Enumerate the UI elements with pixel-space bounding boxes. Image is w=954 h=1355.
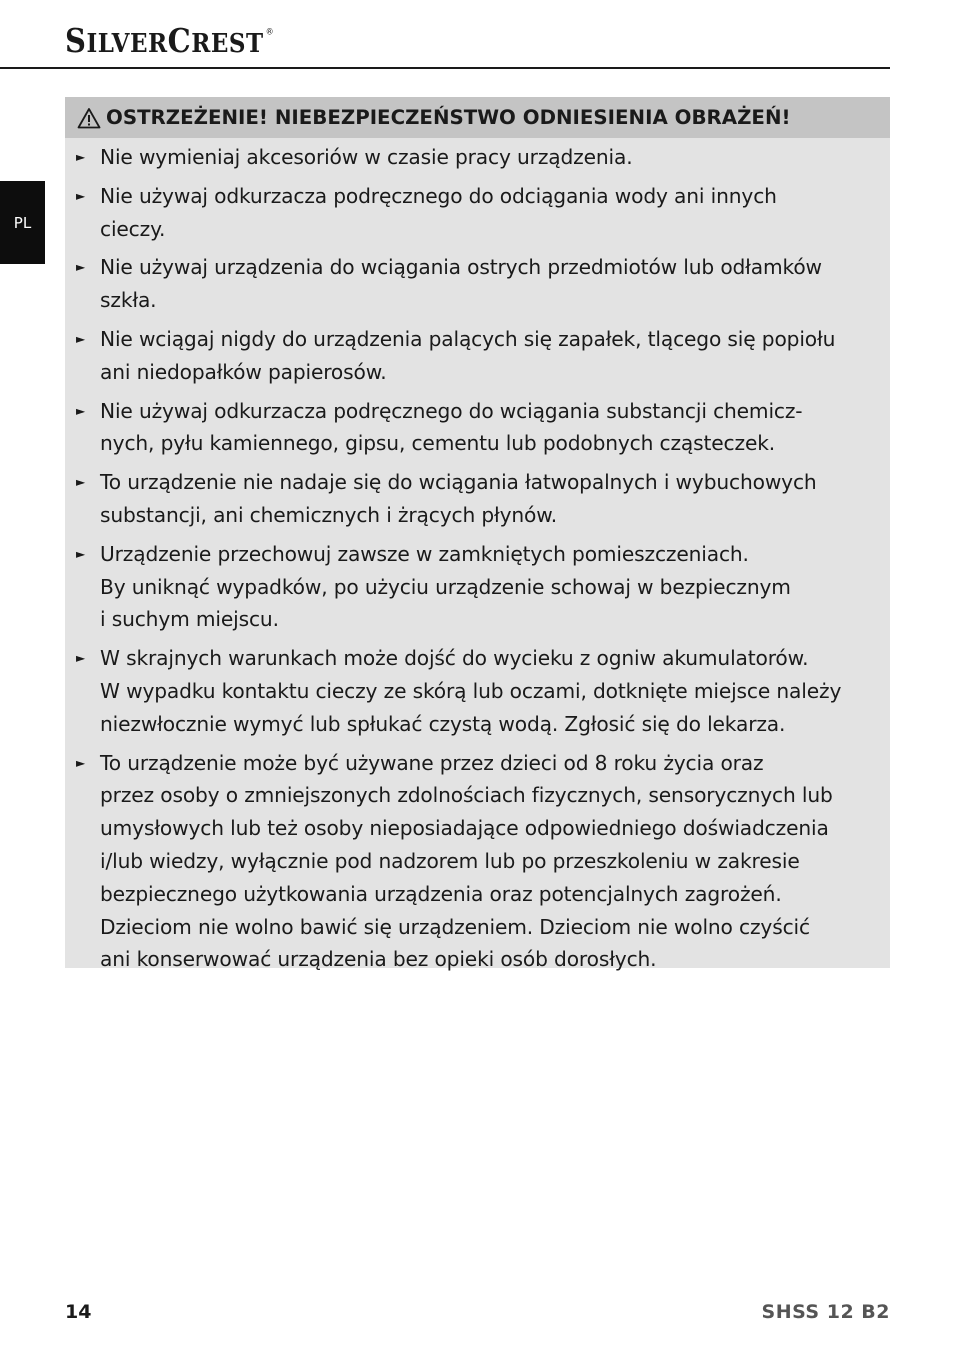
warning-list-item — [65, 395, 890, 461]
warning-title: OSTRZEŻENIE! NIEBEZPIECZEŃSTWO ODNIESIENIA OBRAŻEŃ! — [106, 106, 791, 129]
bullet-arrow-icon: ► — [76, 475, 86, 490]
bullet-arrow-icon: ► — [76, 150, 86, 164]
warning-item-text: W skrajnych warunkach może dojść do wycieku z ogniw akumulatorów. W wypadku kontaktu cieczy ze skórą lub oczami, dotknięte miejsce należy niezwłocznie wymyć lub spłukać czystą wodą. Zgłosić się do lekarza. — [100, 646, 842, 736]
warning-item-text: Nie wymieniaj akcesoriów w czasie pracy urządzenia. — [100, 145, 633, 169]
warning-item-text: Nie używaj odkurzacza podręcznego do odciągania wody ani innych cieczy. — [100, 183, 777, 241]
bullet-arrow-icon: ► — [76, 546, 86, 561]
bullet-arrow-icon: ► — [76, 260, 86, 275]
warning-list-item — [65, 323, 890, 389]
warning-triangle-icon — [77, 107, 101, 129]
warning-list — [65, 141, 890, 982]
bullet-arrow-icon: ► — [76, 651, 86, 666]
warning-item-text: To urządzenie nie nadaje się do wciągania łatwopalnych i wybuchowych substancji, ani chemicznych i żrących płynów. — [100, 470, 817, 527]
warning-list-item — [65, 141, 890, 174]
model-number: SHSS 12 B2 — [761, 1301, 890, 1323]
bullet-arrow-icon: ► — [76, 403, 86, 418]
header-divider — [0, 67, 890, 69]
warning-item-text: Nie używaj odkurzacza podręcznego do wciągania substancji chemicz- nych, pyłu kamiennego, gipsu, cementu lub podobnych cząsteczek. — [100, 398, 803, 456]
page-number: 14 — [65, 1301, 92, 1323]
warning-item-text: To urządzenie może być używane przez dzieci od 8 roku życia oraz przez osoby o zmniejszonych zdolnościach fizycznych, sensorycznych lub umysłowych lub też osoby nieposiadające odpowiedniego doświadczenia i/lub wiedzy, wyłącznie pod nadzorem lub po przeszkoleniu w zakresie bezpiecznego użytkowania urządzenia oraz potencjalnych zagrożeń. Dzieciom nie wolno bawić się urządzeniem. Dzieciom nie wolno czyścić ani konserwować urządzenia bez opieki osób dorosłych. — [100, 750, 833, 972]
brand-logo: SILVERCREST ® — [65, 22, 275, 61]
warning-item-text: Nie używaj urządzenia do wciągania ostrych przedmiotów lub odłamków szkła. — [100, 255, 822, 313]
warning-list-item — [65, 466, 890, 532]
language-tab — [0, 181, 45, 264]
warning-list-item — [65, 538, 890, 636]
warning-list-item — [65, 642, 890, 740]
warning-item-text: Urządzenie przechowuj zawsze w zamkniętych pomieszczeniach. By uniknąć wypadków, po użyciu urządzenie schowaj w bezpiecznym i suchym miejscu. — [100, 541, 791, 632]
bullet-arrow-icon: ► — [76, 188, 86, 203]
warning-header — [65, 97, 890, 138]
warning-list-item — [65, 251, 890, 317]
bullet-arrow-icon: ► — [76, 755, 86, 770]
warning-box — [65, 97, 890, 972]
warning-item-text: Nie wciągaj nigdy do urządzenia palących się zapałek, tlącego się popiołu ani niedopałków papierosów. — [100, 326, 836, 384]
bullet-arrow-icon: ► — [76, 331, 86, 346]
warning-list-item — [65, 747, 890, 977]
warning-list-item — [65, 180, 890, 246]
language-label: PL — [13, 213, 32, 232]
